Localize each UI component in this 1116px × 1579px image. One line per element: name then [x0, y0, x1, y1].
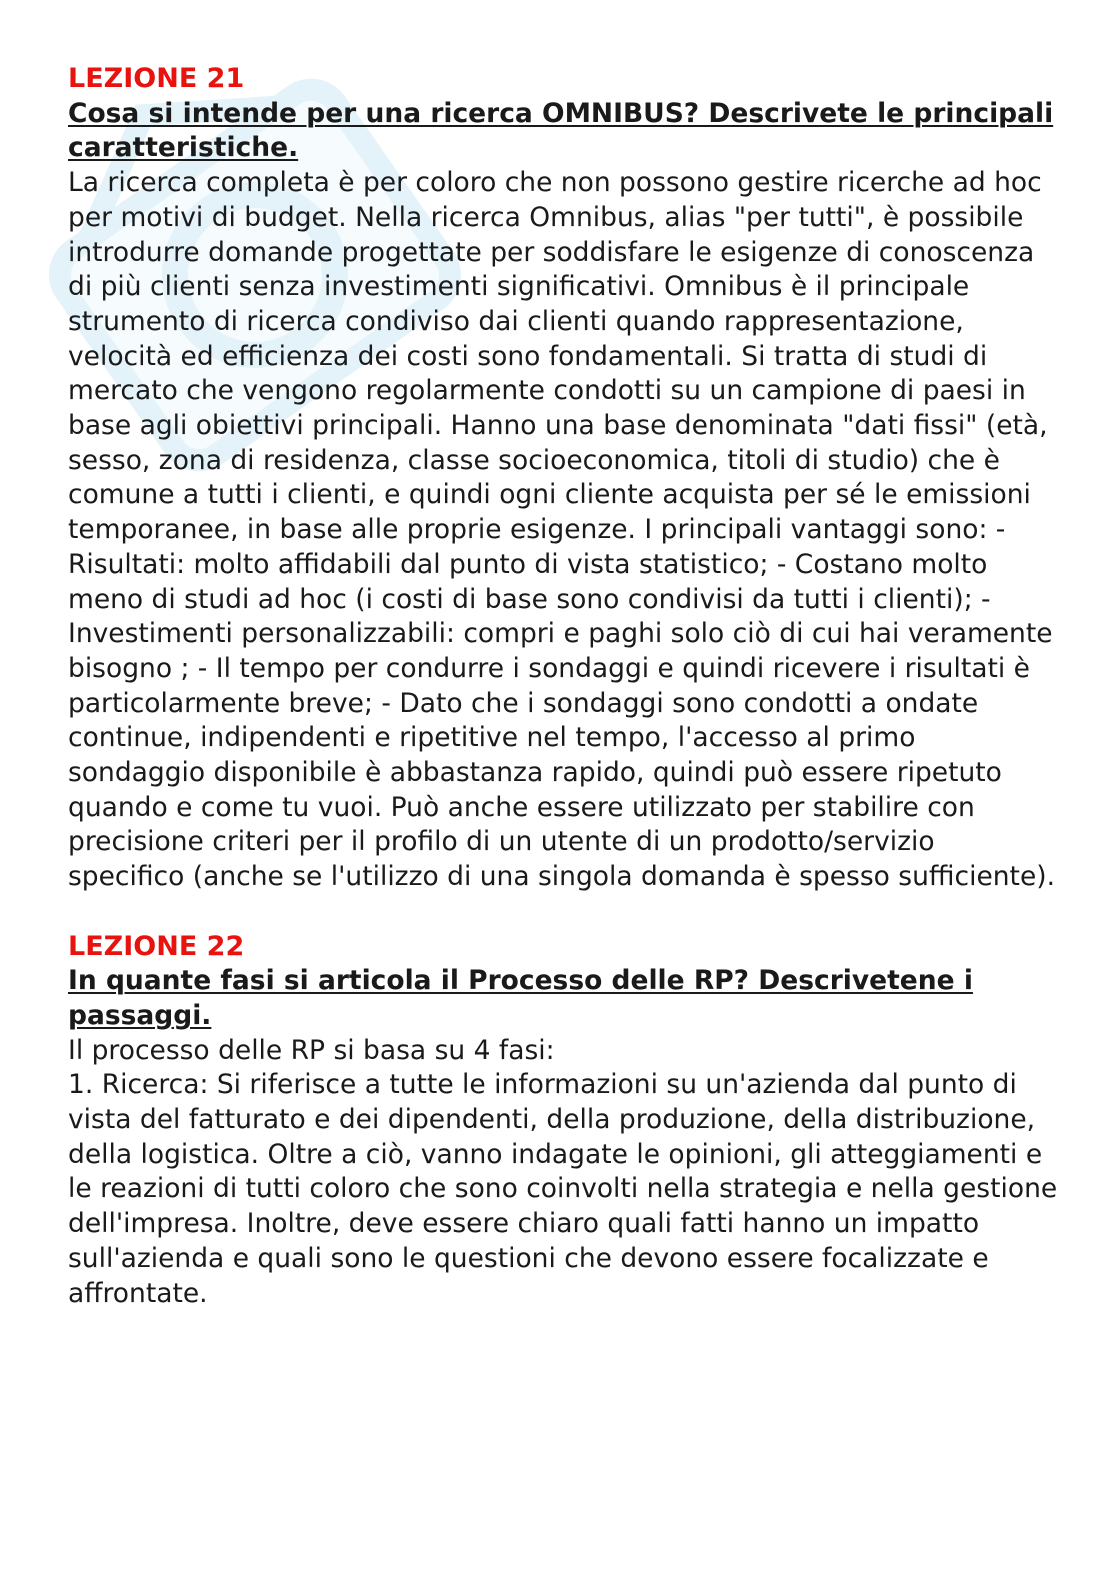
- lesson-22-answer: 1. Ricerca: Si riferisce a tutte le informazioni su un'azienda dal punto di vista del fatturato e dei dipendenti, della produzione, della distribuzione, della logistica. Oltre a ciò, vanno indagate le opinioni, gli atteggiamenti e le reazioni di tutti coloro che sono coinvolti nella strategia e nella gestione dell'impresa. Inoltre, deve essere chiaro quali fatti hanno un impatto sull'azienda e quali sono le questioni che devono essere focalizzate e affrontate.: [68, 1069, 1058, 1309]
- document-content: [68, 62, 1058, 1311]
- lesson-22-section: [68, 930, 1058, 1312]
- lesson-22-heading: LEZIONE 22: [68, 930, 245, 962]
- lesson-22-intro: Il processo delle RP si basa su 4 fasi:: [68, 1034, 555, 1066]
- lesson-21-heading: LEZIONE 21: [68, 63, 245, 94]
- lesson-21-section: [68, 62, 1058, 895]
- lesson-21-question: Cosa si intende per una ricerca OMNIBUS? Descrivete le principali caratteristiche.: [68, 97, 1054, 164]
- lesson-22-question: In quante fasi si articola il Processo delle RP? Descrivetene i passaggi.: [68, 965, 973, 1031]
- lesson-21-answer: La ricerca completa è per coloro che non possono gestire ricerche ad hoc per motivi di budget. Nella ricerca Omnibus, alias "per tutti", è possibile introdurre domande progettate per soddisfare le esigenze di conoscenza di più clienti senza investimenti significativi. Omnibus è il principale strumento di ricerca condiviso dai clienti quando rappresentazione, velocità ed efficienza dei costi sono fondamentali. Si tratta di studi di mercato che vengono regolarmente condotti su un campione di paesi in base agli obiettivi principali. Hanno una base denominata "dati fissi" (età, sesso, zona di residenza, classe socioeconomica, titoli di studio) che è comune a tutti i clienti, e quindi ogni cliente acquista per sé le emissioni temporanee, in base alle proprie esigenze. I principali vantaggi sono: - Risultati: molto affidabili dal punto di vista statistico; - Costano molto meno di studi ad hoc (i costi di base sono condivisi da tutti i clienti); - Investimenti personalizzabili: compri e paghi solo ciò di cui hai veramente bisogno ; - Il tempo per condurre i sondaggi e quindi ricevere i risultati è particolarmente breve; - Dato che i sondaggi sono condotti a ondate continue, indipendenti e ripetitive nel tempo, l'accesso al primo sondaggio disponibile è abbastanza rapido, quindi può essere ripetuto quando e come tu vuoi. Può anche essere utilizzato per stabilire con precisione criteri per il profilo di un utente di un prodotto/servizio specifico (anche se l'utilizzo di una singola domanda è spesso sufficiente).: [68, 167, 1056, 893]
